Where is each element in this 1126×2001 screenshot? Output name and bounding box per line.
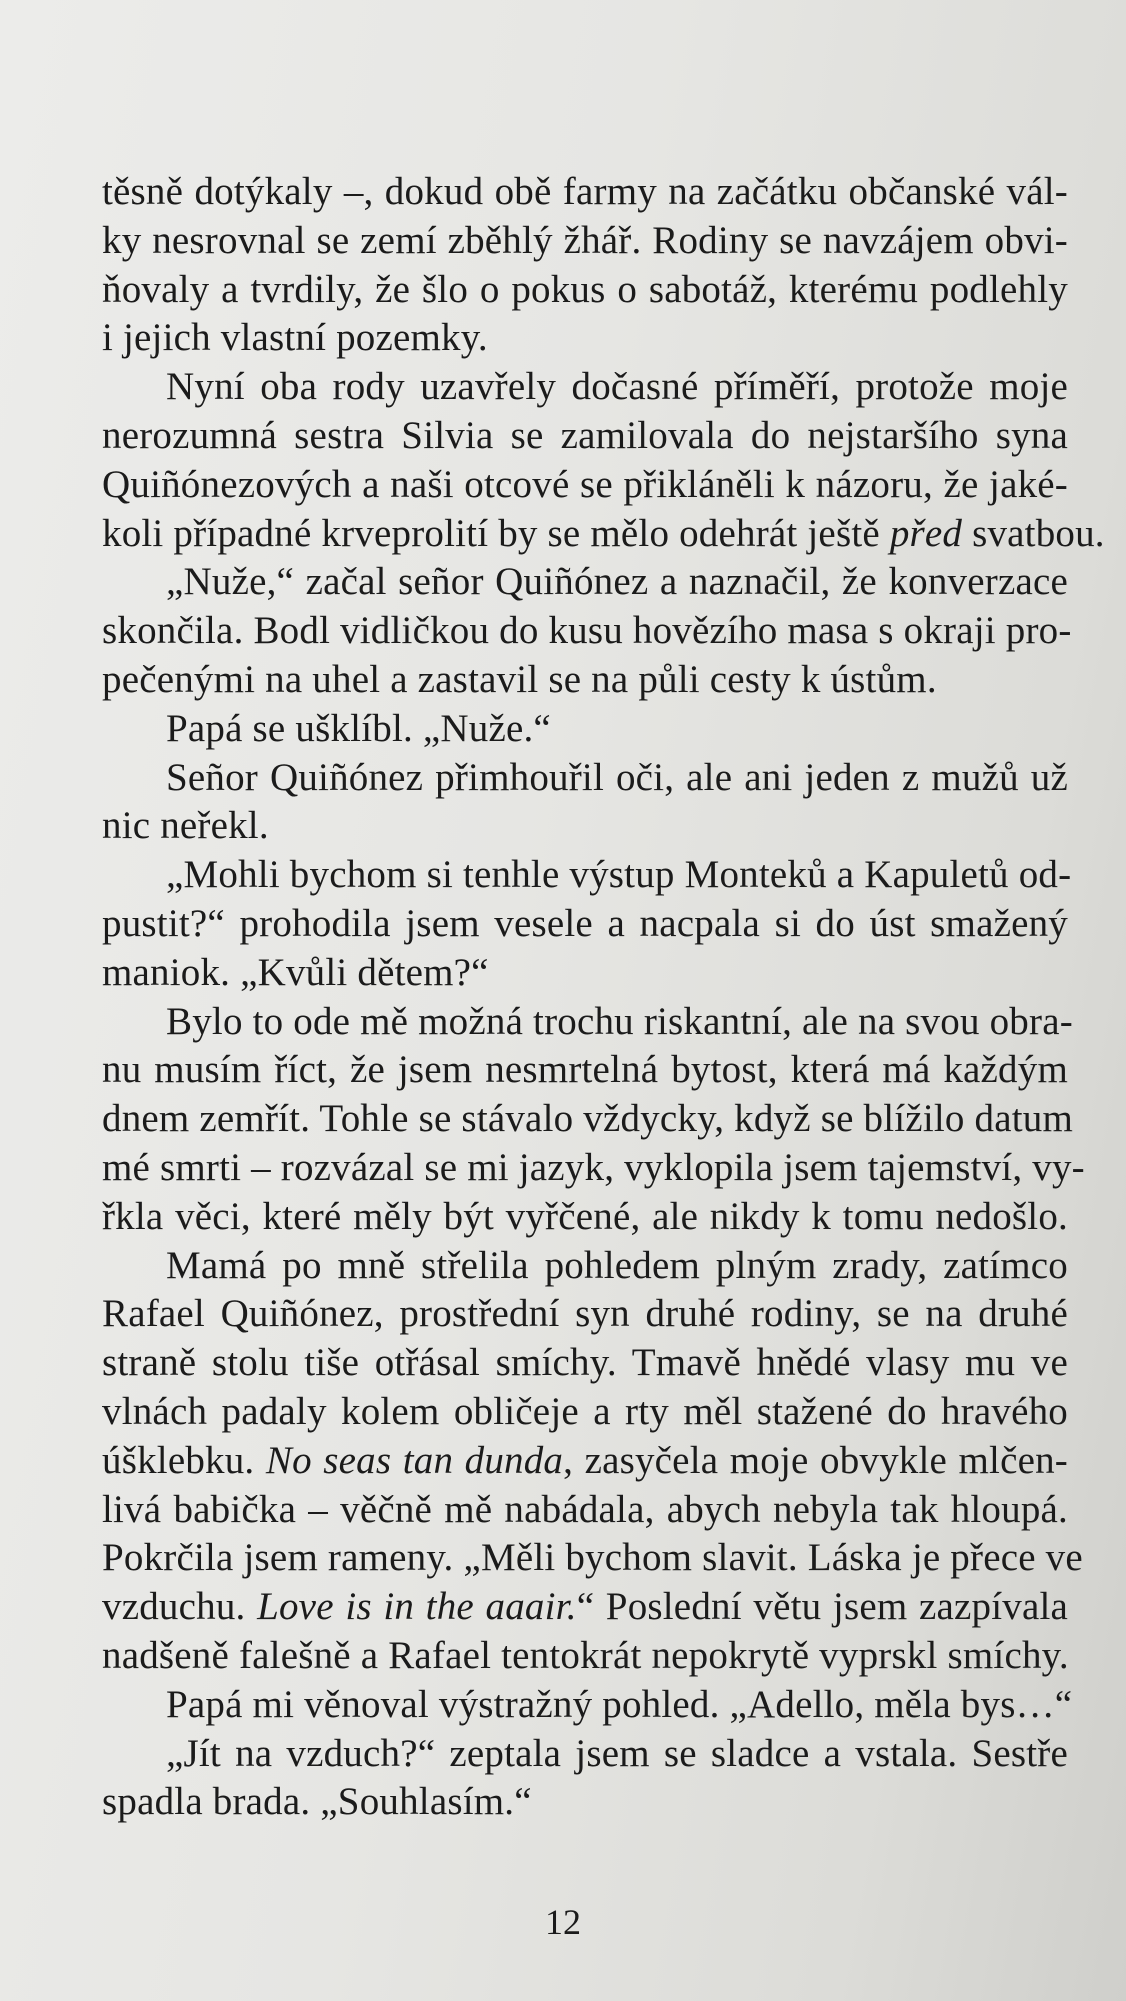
text-line: „Jít na vzduch?“ zeptala jsem se sladce a vstala. Sestře xyxy=(166,1731,1068,1775)
text-line: dnem zemřít. Tohle se stávalo vždycky, když se blížilo datum xyxy=(102,1097,1074,1141)
text-line: nadšeně falešně a Rafael tentokrát nepokrytě vyprskl smíchy. xyxy=(102,1633,1069,1677)
text-line: nic neřekl. xyxy=(102,804,269,848)
page-number: 12 xyxy=(545,1902,581,1942)
text-line: nerozumná sestra Silvia se zamilovala do nejstaršího syna xyxy=(102,413,1068,457)
text-line: Papá se ušklíbl. „Nuže.“ xyxy=(166,706,551,750)
text-line: „Mohli bychom si tenhle výstup Monteků a Kapuletů od- xyxy=(166,853,1072,897)
text-span: , zasyčela moje obvykle mlčen- xyxy=(563,1438,1068,1482)
text-line: Nyní oba rody uzavřely dočasné příměří, protože moje xyxy=(166,365,1068,409)
text-line xyxy=(102,1437,1068,1486)
text-line: maniok. „Kvůli dětem?“ xyxy=(102,950,489,994)
text-span: svatbou. xyxy=(962,511,1105,555)
text-line: Quiñónezových a naši otcové se přikláněli k názoru, že jaké- xyxy=(102,462,1068,506)
text-line: pustit?“ prohodila jsem vesele a nacpala si do úst smažený xyxy=(102,901,1068,945)
text-line: Pokrčila jsem rameny. „Měli bychom slavit. Láska je přece ve xyxy=(102,1536,1083,1580)
text-line: i jejich vlastní pozemky. xyxy=(102,316,488,360)
text-line: Mamá po mně střelila pohledem plným zrady, zatímco xyxy=(166,1243,1068,1287)
text-line: řkla věci, které měly být vyřčené, ale nikdy k tomu nedošlo. xyxy=(102,1194,1068,1238)
text-line: Bylo to ode mě možná trochu riskantní, ale na svou obra- xyxy=(166,999,1073,1043)
paragraph xyxy=(102,851,1072,997)
paragraph xyxy=(102,705,1068,754)
text-line: „Nuže,“ začal señor Quiñónez a naznačil, že konverzace xyxy=(166,560,1068,604)
text-line: Rafael Quiñónez, prostřední syn druhé rodiny, se na druhé xyxy=(102,1292,1068,1336)
text-span: “ Poslední větu jsem zazpívala xyxy=(576,1585,1069,1629)
paragraph xyxy=(102,1242,1083,1681)
text-line: Señor Quiñónez přimhouřil oči, ale ani jeden z mužů už xyxy=(166,755,1068,799)
paragraph xyxy=(102,1730,1068,1828)
italic-text: Love is in the aaair. xyxy=(257,1585,577,1629)
text-line: skončila. Bodl vidličkou do kusu hovězího masa s okraji pro- xyxy=(102,609,1072,653)
text-span: koli případné krveprolití by se mělo odehrát ještě xyxy=(102,511,890,555)
paragraph xyxy=(102,558,1072,704)
italic-text: No seas tan dunda xyxy=(265,1438,564,1482)
text-line xyxy=(102,1583,1068,1632)
text-line: ňovaly a tvrdily, že šlo o pokus o sabotáž, kterému podlehly xyxy=(102,267,1068,311)
text-line: vlnách padaly kolem obličeje a rty měl stažené do hravého xyxy=(102,1389,1068,1433)
text-line: spadla brada. „Souhlasím.“ xyxy=(102,1780,532,1824)
italic-text: před xyxy=(889,511,963,555)
text-line xyxy=(102,510,1105,559)
text-line: ky nesrovnal se zemí zběhlý žhář. Rodiny se navzájem obvi- xyxy=(102,218,1068,262)
text-span: vzduchu. xyxy=(102,1585,258,1629)
paragraph xyxy=(102,363,1105,558)
paragraph xyxy=(102,998,1085,1242)
paragraph xyxy=(102,1681,1073,1730)
text-line: pečenými na uhel a zastavil se na půli cesty k ústům. xyxy=(102,657,937,701)
text-line: mé smrti – rozvázal se mi jazyk, vyklopila jsem tajemství, vy- xyxy=(102,1145,1085,1189)
text-line: livá babička – věčně mě nabádala, abych nebyla tak hloupá. xyxy=(102,1487,1068,1531)
paragraph xyxy=(102,754,1068,852)
text-span: úšklebku. xyxy=(102,1438,266,1482)
text-line: nu musím říct, že jsem nesmrtelná bytost, která má každým xyxy=(102,1048,1068,1092)
book-page-text xyxy=(102,168,1105,1827)
text-line: Papá mi věnoval výstražný pohled. „Adello, měla bys…“ xyxy=(166,1682,1073,1726)
text-line: straně stolu tiše otřásal smíchy. Tmavě hnědé vlasy mu ve xyxy=(102,1341,1068,1385)
paragraph xyxy=(102,168,1068,363)
text-line: těsně dotýkaly –, dokud obě farmy na začátku občanské vál- xyxy=(102,170,1068,213)
